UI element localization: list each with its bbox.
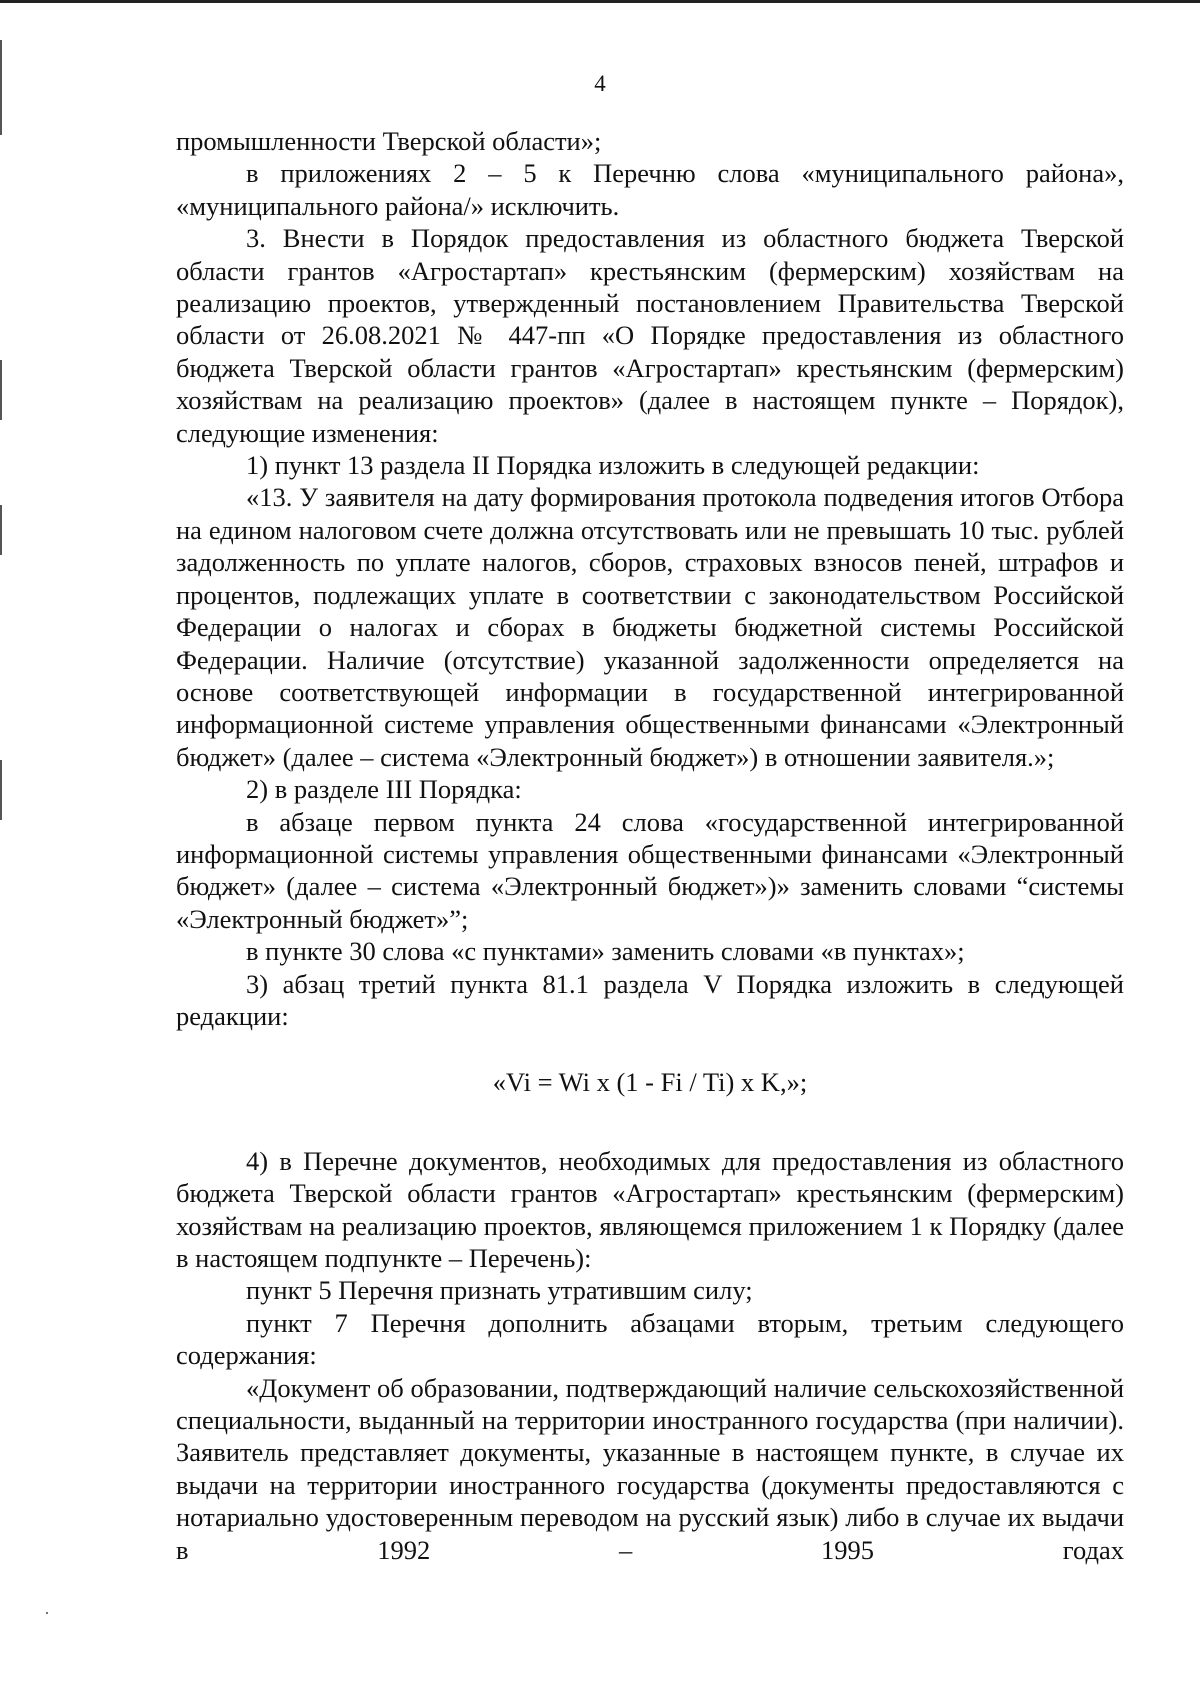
scan-left-edge-mark [0,360,2,420]
scan-left-edge-mark [0,760,2,820]
paragraph: 3. Внести в Порядок предоставления из областного бюджета Тверской области грантов «Агростартап» крестьянским (фермерским) хозяйствам на реализацию проектов, утвержденный постановлением Правительства Тверской области от 26.08.2021 № 447-пп «О Порядке предоставления из областного бюджета Тверской области грантов «Агростартап» крестьянским (фермерским) хозяйствам на реализацию проектов» (далее в настоящем пункте – Порядок), следующие изменения: [176,223,1124,448]
document-body [176,125,1124,1566]
formula: «Vi = Wi x (1 - Fi / Ti) x K,»; [492,1067,808,1098]
paragraph: 1) пункт 13 раздела II Порядка изложить в следующей редакции: [246,450,980,481]
paragraph: «Документ об образовании, подтверждающий наличие сельскохозяйственной специальности, выданный на территории иностранного государства (при наличии). Заявитель представляет документы, указанные в настоящем пункте, в случае их выдачи на территории иностранного государства (документы предоставляются с нотариально удостоверенным переводом на русский язык) либо в случае их выдачи в 1992 – 1995 годах [176,1372,1124,1565]
paragraph: «13. У заявителя на дату формирования протокола подведения итогов Отбора на едином налоговом счете должна отсутствовать или не превышать 10 тыс. рублей задолженность по уплате налогов, сборов, страховых взносов пеней, штрафов и процентов, подлежащих уплате в соответствии с законодательством Российской Федерации о налогах и сборах в бюджеты бюджетной системы Российской Федерации. Наличие (отсутствие) указанной задолженности определяется на основе соответствующей информации в государственной интегрированной информационной системе управления общественными финансами «Электронный бюджет» (далее – система «Электронный бюджет») в отношении заявителя.»; [176,482,1124,772]
paragraph: пункт 7 Перечня дополнить абзацами вторым, третьим следующего содержания: [176,1307,1124,1371]
scan-left-edge-mark [0,505,2,555]
page-number: 4 [594,71,606,96]
scan-speck [46,1612,48,1614]
paragraph: промышленности Тверской области»; [176,126,602,156]
paragraph: 3) абзац третий пункта 81.1 раздела V Порядка изложить в следующей редакции: [176,968,1124,1031]
paragraph: пункт 5 Перечня признать утратившим силу; [246,1275,753,1306]
paragraph: 4) в Перечне документов, необходимых для предоставления из областного бюджета Тверской области грантов «Агростартап» крестьянским (фермерским) хозяйствам на реализацию проектов, являющемся приложением 1 к Порядку (далее в настоящем подпункте – Перечень): [176,1145,1124,1273]
paragraph: 2) в разделе III Порядка: [246,774,522,805]
paragraph: в пункте 30 слова «с пунктами» заменить словами «в пунктах»; [246,936,965,967]
paragraph: в приложениях 2 – 5 к Перечню слова «муниципального района», «муниципального района/» исключить. [176,158,1124,221]
paragraph: в абзаце первом пункта 24 слова «государственной интегрированной информационной системы управления общественными финансами «Электронный бюджет» (далее – система «Электронный бюджет»)» заменить словами “системы «Электронный бюджет»”; [176,806,1124,934]
scan-top-edge [0,0,1200,3]
